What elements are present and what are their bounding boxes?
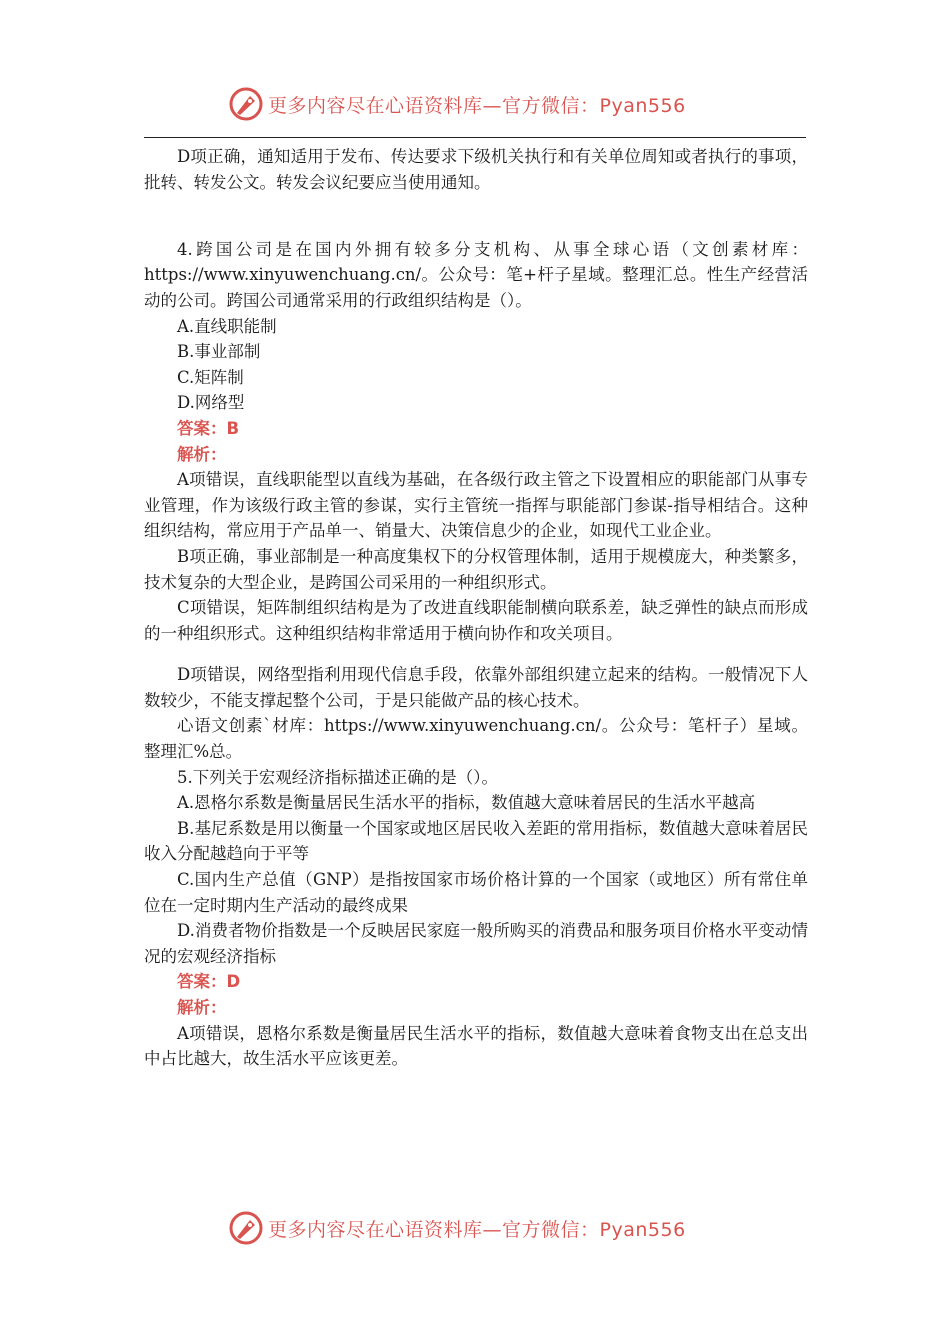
question-5-answer: 答案：D (177, 972, 241, 992)
question-5-option-b: B.基尼系数是用以衡量一个国家或地区居民收入差距的常用指标，数值越大意味着居民收入分配越趋向于平等 (144, 818, 808, 864)
question-4-analysis-b: B项正确，事业部制是一种高度集权下的分权管理体制，适用于规模庞大，种类繁多，技术复杂的大型企业，是跨国公司采用的一种组织形式。 (144, 546, 808, 592)
header-divider (144, 137, 806, 138)
question-4-option-c: C.矩阵制 (177, 367, 244, 387)
question-4-stem: 4.跨国公司是在国内外拥有较多分支机构、从事全球心语（文创素材库：https://www.xinyuwenchuang.cn/。公众号：笔+杆子星域。整理汇总。性生产经营活动的公司。跨国公司通常采用的行政组织结构是（）。 (144, 239, 808, 310)
question-5-option-c: C.国内生产总值（GNP）是指按国家市场价格计算的一个国家（或地区）所有常住单位在一定时期内生产活动的最终成果 (144, 870, 808, 915)
header-banner (228, 84, 748, 124)
footer-banner (228, 1208, 748, 1248)
question-5-stem: 5.下列关于宏观经济指标描述正确的是（）。 (177, 767, 498, 787)
pen-nib-logo-icon (228, 1210, 264, 1246)
pen-nib-logo-icon (228, 86, 264, 122)
question-5-option-d: D.消费者物价指数是一个反映居民家庭一般所购买的消费品和服务项目价格水平变动情况的宏观经济指标 (144, 921, 808, 966)
question-4-answer: 答案：B (177, 418, 240, 438)
question-5-analysis-a: A项错误，恩格尔系数是衡量居民生活水平的指标，数值越大意味着食物支出在总支出中占比越大，故生活水平应该更差。 (144, 1023, 808, 1069)
document-body (144, 144, 808, 1072)
question-5-option-a: A.恩格尔系数是衡量居民生活水平的指标，数值越大意味着居民的生活水平越高 (177, 793, 756, 813)
footer-banner-text: 更多内容尽在心语资料库—官方微信：Pyan556 (268, 1218, 686, 1241)
paragraph-d-prev: D项正确，通知适用于发布、传达要求下级机关执行和有关单位周知或者执行的事项，批转、转发公文。转发会议纪要应当使用通知。 (144, 147, 808, 192)
question-4-analysis-a: A项错误，直线职能型以直线为基础，在各级行政主管之下设置相应的职能部门从事专业管理，作为该级行政主管的参谋，实行主管统一指挥与职能部门参谋-指导相结合。这种组织结构，常应用于产品单一、销量大、决策信息少的企业，如现代工业企业。 (144, 470, 808, 541)
question-4-source-note: 心语文创素`材库：https://www.xinyuwenchuang.cn/。公众号：笔杆子）星域。整理汇%总。 (144, 716, 808, 762)
question-4-option-b: B.事业部制 (177, 342, 261, 362)
question-4-analysis-d: D项错误，网络型指利用现代信息手段，依靠外部组织建立起来的结构。一般情况下人数较少，不能支撑起整个公司，于是只能做产品的核心技术。 (144, 665, 808, 710)
question-4-option-a: A.直线职能制 (177, 316, 277, 336)
question-4-analysis-c: C项错误，矩阵制组织结构是为了改进直线职能制横向联系差，缺乏弹性的缺点而形成的一种组织形式。这种组织结构非常适用于横向协作和攻关项目。 (144, 598, 808, 643)
header-banner-text: 更多内容尽在心语资料库—官方微信：Pyan556 (268, 94, 686, 117)
question-4-analysis-label: 解析： (177, 444, 227, 464)
question-5-analysis-label: 解析： (177, 998, 227, 1017)
question-4-option-d: D.网络型 (177, 393, 245, 413)
